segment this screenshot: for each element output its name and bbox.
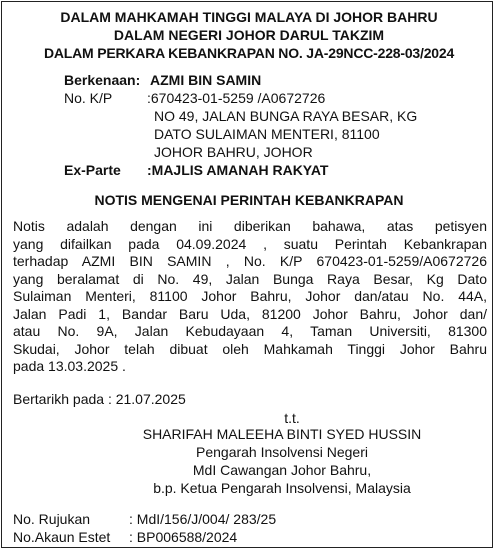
berkenaan-label: Berkenaan: xyxy=(64,72,141,88)
nokp-value: :670423-01-5259 /A0672726 xyxy=(147,90,326,106)
akaun-label: No.Akaun Estet xyxy=(13,529,111,545)
exparte-label: Ex-Parte xyxy=(64,162,121,178)
body-line: atau No. 9A, Jalan Kebudayaan 4, Taman Universiti, 81300 xyxy=(13,323,487,339)
akaun-value: : BP006588/2024 xyxy=(129,529,238,545)
signatory-title: Pengarah Insolvensi Negeri xyxy=(196,444,368,460)
notice-body xyxy=(13,218,487,376)
bankruptcy-notice xyxy=(1,1,493,548)
body-line: Skudai, Johor telah dibuat oleh Mahkamah Tinggi Johor Bahru xyxy=(13,340,487,357)
body-line: Jalan Padi 1, Bandar Baru Uda, 81200 Johor Bahru, Johor dan/ xyxy=(13,305,487,322)
address-line: JOHOR BAHRU, JOHOR xyxy=(154,144,313,160)
berkenaan-value: AZMI BIN SAMIN xyxy=(150,72,262,88)
body-line: terhadap AZMI BIN SAMIN , No. K/P 670423-01-5259/A0672726 xyxy=(13,253,487,269)
body-line: Sulaiman Menteri, 81100 Johor Bahru, Johor dan/atau No. 44A, xyxy=(13,288,487,304)
notice-title: NOTIS MENGENAI PERINTAH KEBANKRAPAN xyxy=(94,192,404,208)
signatory-authority: b.p. Ketua Pengarah Insolvensi, Malaysia xyxy=(153,480,411,496)
state-heading: DALAM NEGERI JOHOR DARUL TAKZIM xyxy=(113,27,385,43)
signature-tt: t.t. xyxy=(284,410,300,426)
body-line: pada 13.03.2025 . xyxy=(13,358,126,374)
body-line: yang difailkan pada 04.09.2024 , suatu Perintah Kebankrapan xyxy=(13,235,487,252)
rujukan-label: No. Rujukan xyxy=(13,511,91,527)
body-line: yang beralamat di No. 49, Jalan Bunga Raya Besar, Kg Dato xyxy=(13,270,487,287)
case-heading: DALAM PERKARA KEBANKRAPAN NO. JA-29NCC-228-03/2024 xyxy=(43,45,455,61)
rujukan-value: : MdI/156/J/004/ 283/25 xyxy=(129,511,277,527)
signatory-branch: MdI Cawangan Johor Bahru, xyxy=(192,462,372,478)
signatory-name: SHARIFAH MALEEHA BINTI SYED HUSSIN xyxy=(142,426,422,442)
nokp-label: No. K/P xyxy=(64,90,113,106)
body-line: Notis adalah dengan ini diberikan bahawa, atas petisyen xyxy=(13,218,487,234)
exparte-value: :MAJLIS AMANAH RAKYAT xyxy=(147,162,329,178)
court-heading: DALAM MAHKAMAH TINGGI MALAYA DI JOHOR BAHRU xyxy=(60,9,438,25)
address-line: NO 49, JALAN BUNGA RAYA BESAR, KG xyxy=(154,108,418,124)
address-line: DATO SULAIMAN MENTERI, 81100 xyxy=(154,126,380,142)
dated-line: Bertarikh pada : 21.07.2025 xyxy=(13,391,186,407)
